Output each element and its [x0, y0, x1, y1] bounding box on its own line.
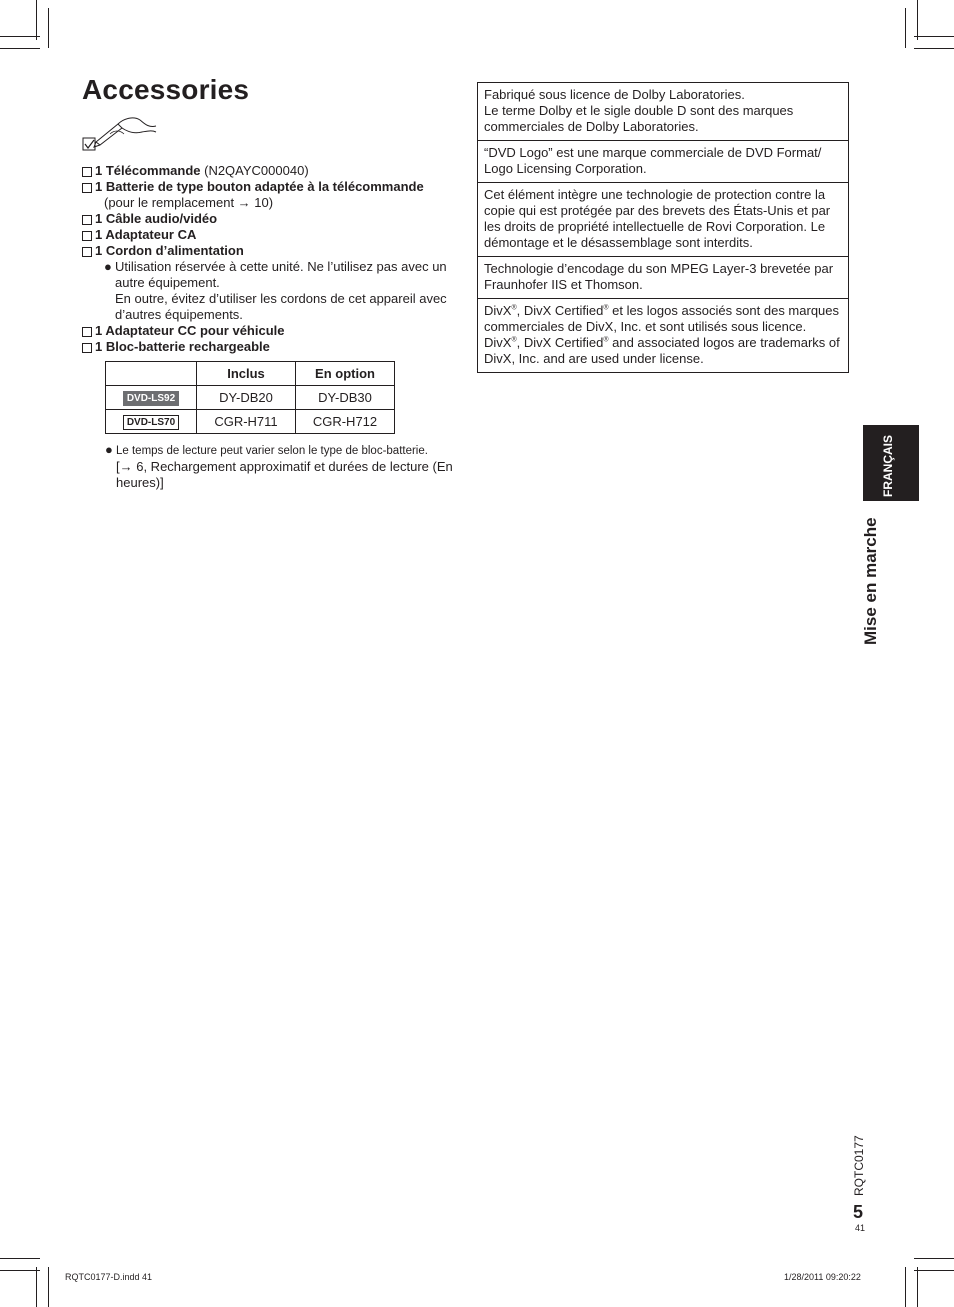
license-text: and associated logos are trademarks of DivX, Inc. and are used under license. [484, 335, 840, 366]
registered-mark: ® [511, 336, 517, 344]
power-cord-note [82, 259, 462, 323]
checkbox-square-icon [82, 343, 92, 353]
print-page-number: 41 [855, 1223, 866, 1233]
list-item [82, 211, 462, 227]
crop-mark [36, 1267, 37, 1307]
model-badge: DVD-LS70 [123, 415, 179, 430]
table-row [106, 386, 395, 410]
crop-mark [0, 1258, 40, 1259]
brand-text: DivX [484, 303, 512, 318]
crop-mark [914, 36, 954, 37]
list-item [82, 227, 462, 243]
license-box-mpeg [477, 256, 849, 298]
page-number: 5 [853, 1202, 864, 1222]
brand-text: , DivX Certified [516, 335, 604, 350]
accessory-list [82, 163, 462, 491]
registered-mark: ® [603, 304, 609, 312]
table-cell: DY-DB30 [296, 386, 395, 410]
license-box-rovi [477, 182, 849, 256]
item-name: 1 Batterie de type bouton adaptée à la télécommande [95, 179, 424, 194]
table-header-cell: En option [296, 362, 395, 386]
checkbox-square-icon [82, 327, 92, 337]
registered-mark: ® [603, 336, 609, 344]
checkbox-square-icon [82, 167, 92, 177]
table-cell: CGR-H712 [296, 410, 395, 434]
document-code: RQTC0177 [852, 1135, 866, 1196]
item-name: 1 Câble audio/vidéo [95, 211, 218, 226]
list-item [82, 179, 462, 195]
list-item [82, 243, 462, 259]
list-item [82, 163, 462, 179]
license-notices [477, 82, 849, 373]
language-label: FRANÇAIS [881, 435, 895, 497]
checkbox-square-icon [82, 215, 92, 225]
table-header-cell [106, 362, 197, 386]
list-item [82, 323, 462, 339]
note-text: [→ 6, Rechargement approximatif et durées de lecture (En heures)] [116, 459, 453, 490]
note-text: Le temps de lecture peut varier selon le type de bloc-batterie. [116, 445, 428, 457]
license-text-fr [484, 303, 842, 335]
checkbox-square-icon [82, 231, 92, 241]
item-name: 1 Cordon d’alimentation [95, 243, 244, 258]
bullet-icon: ● [104, 259, 112, 274]
license-text-en [484, 335, 842, 367]
crop-mark [914, 1258, 954, 1259]
crop-mark [0, 36, 40, 37]
table-cell: DY-DB20 [197, 386, 296, 410]
crop-mark [905, 1267, 906, 1307]
table-cell: CGR-H711 [197, 410, 296, 434]
crop-mark [48, 8, 49, 48]
footer-file-name: RQTC0177-D.indd 41 [65, 1272, 153, 1282]
list-item [82, 339, 462, 355]
crop-mark [0, 1270, 40, 1271]
crop-mark [917, 1267, 918, 1307]
license-text: et les logos associés sont des marques commerciales de DivX, Inc. et sont utilisés sous licence. [484, 303, 840, 334]
crop-mark [36, 0, 37, 40]
license-text: Le terme Dolby et le sigle double D sont des marques commerciales de Dolby Laboratories. [484, 103, 794, 134]
brand-text: , DivX Certified [516, 303, 604, 318]
checkbox-square-icon [82, 183, 92, 193]
battery-note [82, 442, 455, 491]
crop-mark [905, 8, 906, 48]
license-box-divx [477, 298, 849, 373]
license-text: “DVD Logo” est une marque commerciale de DVD Format/ Logo Licensing Corporation. [484, 145, 822, 176]
checkbox-square-icon [82, 247, 92, 257]
item-part-number: (N2QAYC000040) [200, 163, 309, 178]
item-name: 1 Adaptateur CC pour véhicule [95, 323, 285, 338]
table-row [106, 410, 395, 434]
language-tab [863, 425, 919, 501]
model-cell [106, 386, 197, 410]
checklist-pen-icon [82, 110, 158, 152]
license-box-dolby [477, 82, 849, 140]
note-text: En outre, évitez d’utiliser les cordons de cet appareil avec d’autres équipements. [115, 291, 447, 322]
bullet-icon: ● [105, 442, 113, 457]
section-label: Mise en marche [861, 517, 880, 645]
model-badge: DVD-LS92 [123, 391, 179, 406]
registered-mark: ® [511, 304, 517, 312]
battery-replacement-ref: (pour le remplacement → 10) [104, 195, 274, 210]
license-text: Fabriqué sous licence de Dolby Laboratories. [484, 87, 745, 102]
crop-mark [0, 48, 40, 49]
item-name: 1 Adaptateur CA [95, 227, 197, 242]
license-text: Cet élément intègre une technologie de protection contre la copie qui est protégée par des brevets des États-Unis et par les droits de propriété intellectuelle de Rovi Corporation. Le démontage et le désassemblage sont interdits. [484, 187, 831, 250]
model-cell [106, 410, 197, 434]
crop-mark [914, 1270, 954, 1271]
footer-timestamp: 1/28/2011 09:20:22 [784, 1272, 861, 1282]
note-text: Utilisation réservée à cette unité. Ne l’utilisez pas avec un autre équipement. [115, 259, 447, 290]
battery-table [105, 361, 395, 434]
table-header-cell: Inclus [197, 362, 296, 386]
crop-mark [917, 0, 918, 40]
license-box-dvd-logo [477, 140, 849, 182]
crop-mark [914, 48, 954, 49]
item-name: 1 Bloc-batterie rechargeable [95, 339, 270, 354]
brand-text: DivX [484, 335, 512, 350]
crop-mark [48, 1267, 49, 1307]
license-text: Technologie d’encodage du son MPEG Layer-3 brevetée par Fraunhofer IIS et Thomson. [484, 261, 834, 292]
table-header-row [106, 362, 395, 386]
item-name: 1 Télécommande [95, 163, 201, 178]
page-title: Accessories [82, 74, 250, 105]
